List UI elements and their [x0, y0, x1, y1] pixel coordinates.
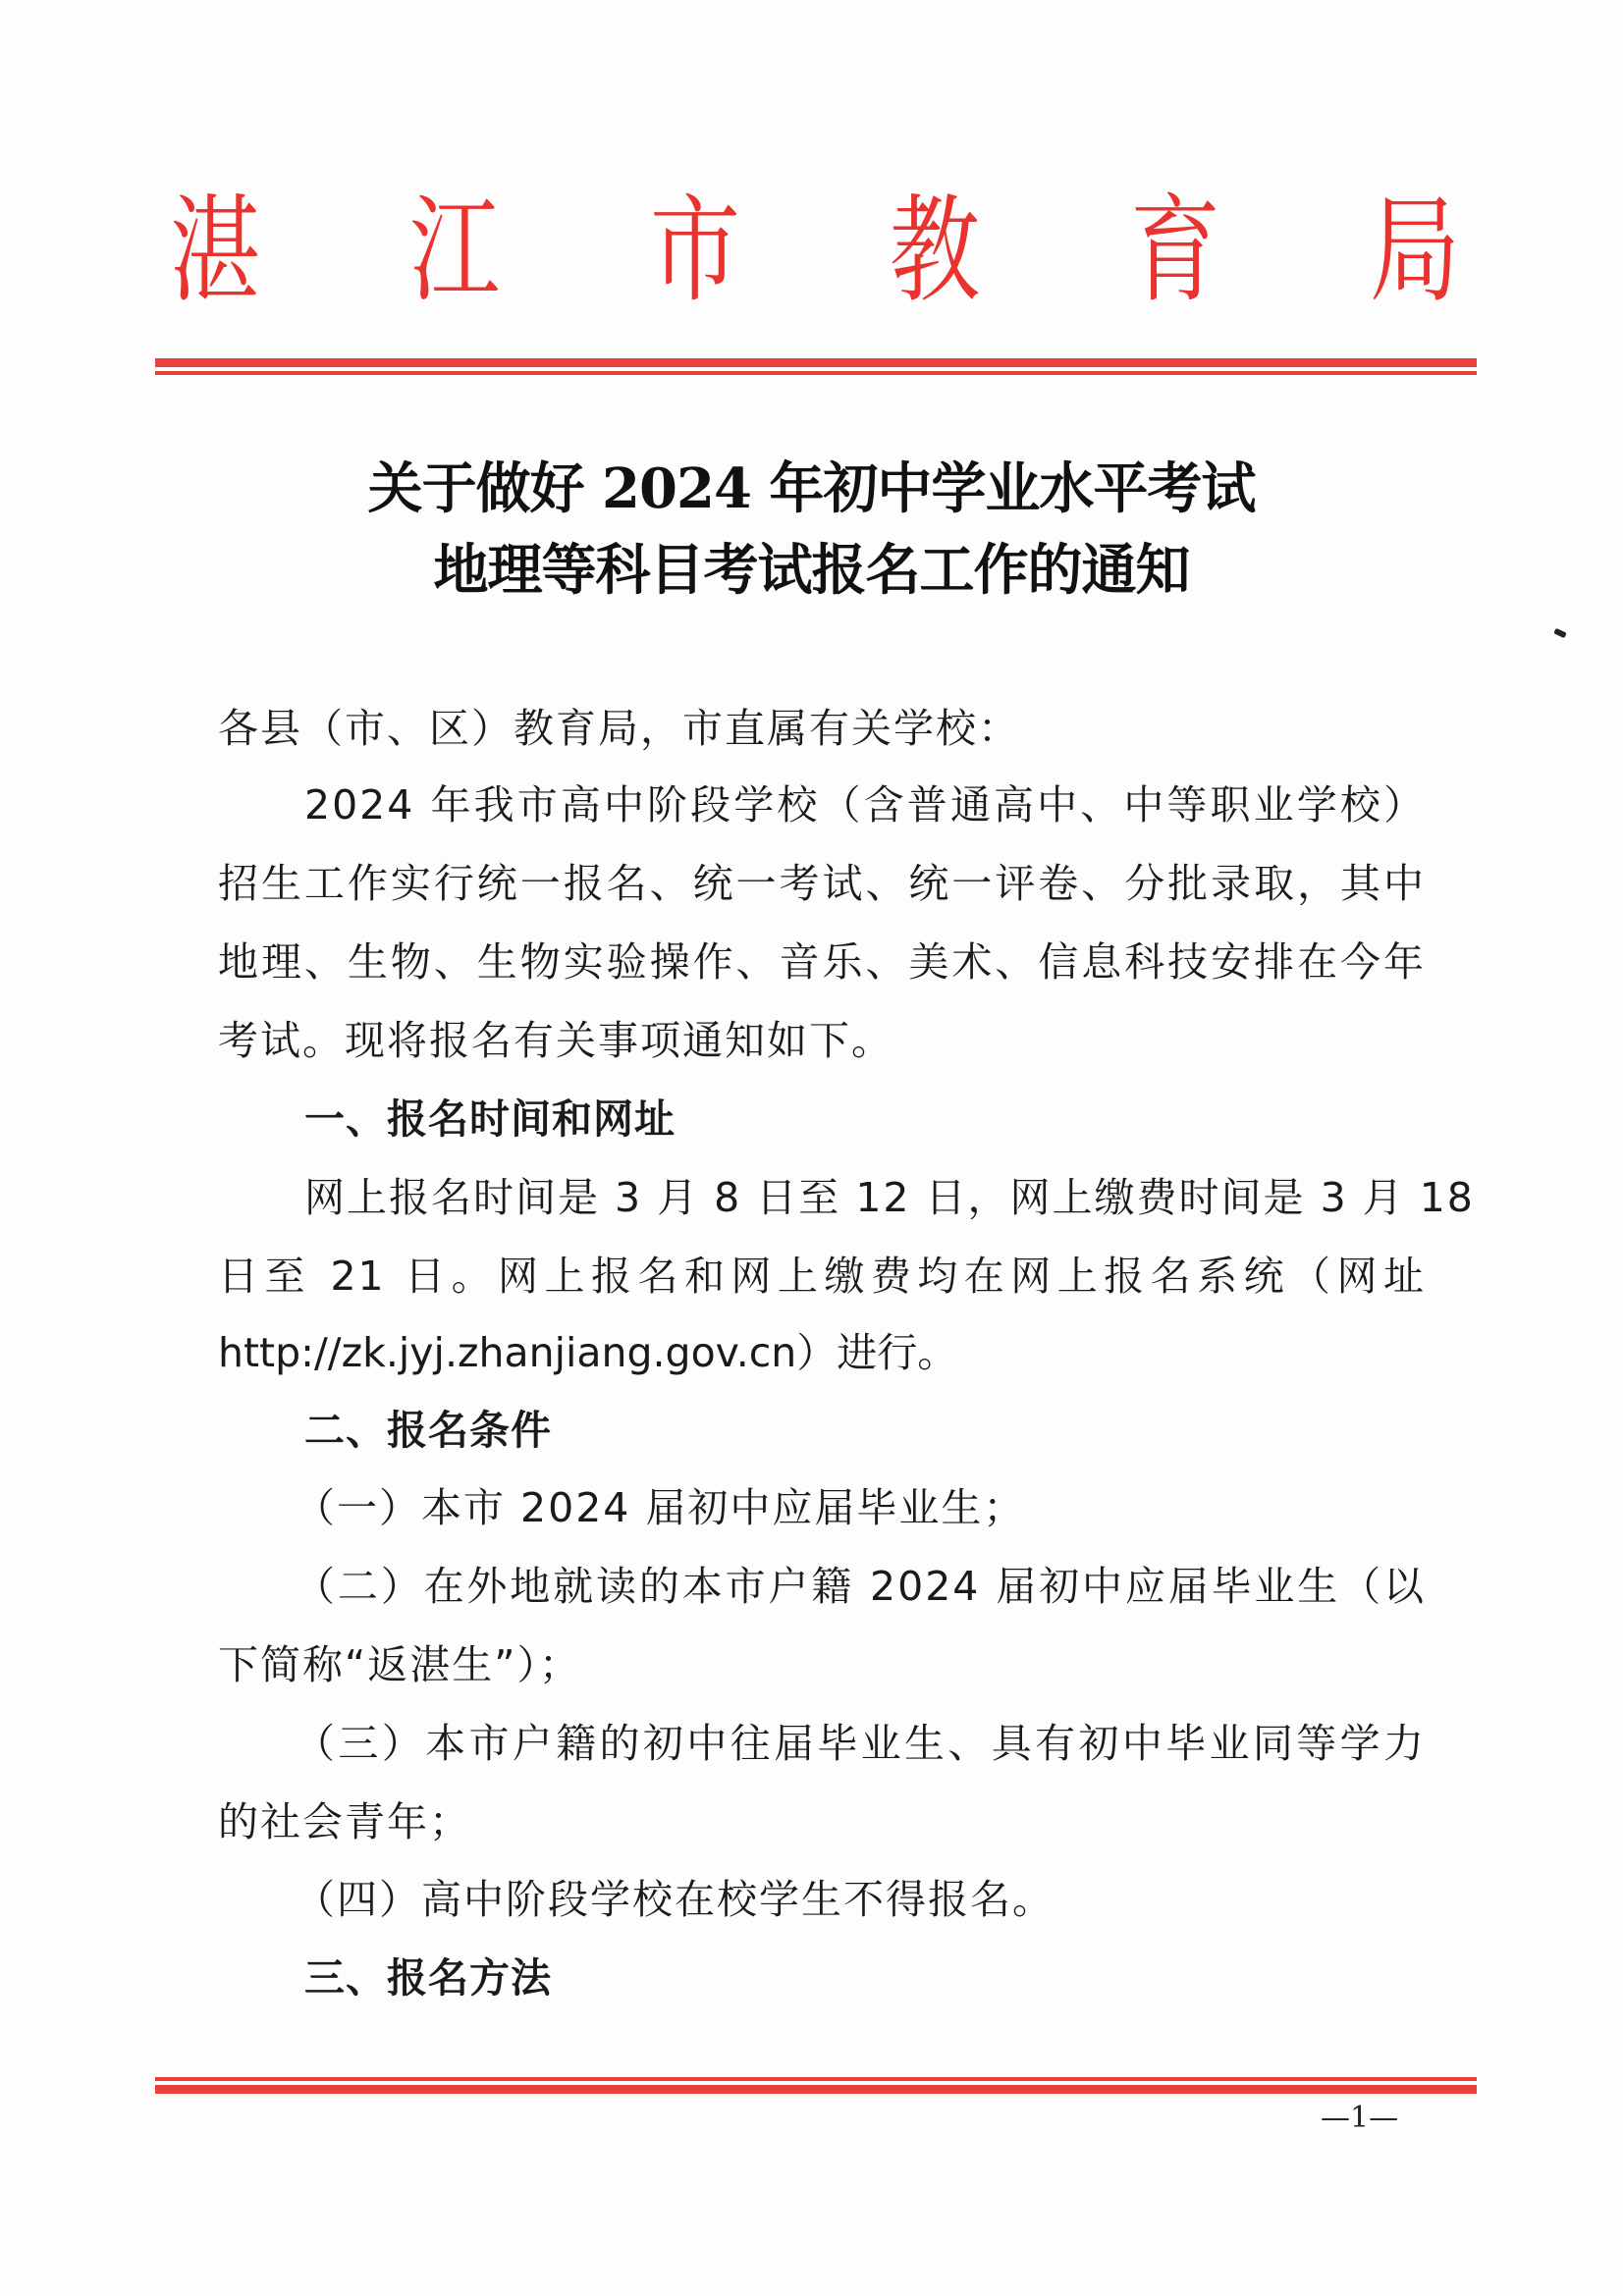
condition-item-3-line-2: 的社会青年； [218, 1798, 471, 1845]
section-1-heading: 一、报名时间和网址 [304, 1095, 676, 1143]
condition-item-2-line-2: 下简称“返湛生”）； [218, 1641, 581, 1688]
header-red-rule-thick [155, 358, 1477, 367]
document-title-line-1: 关于做好 2024 年初中学业水平考试 [367, 456, 1256, 521]
masthead-char: 湛 [169, 183, 261, 318]
intro-line-3: 地理、生物、生物实验操作、音乐、美术、信息科技安排在今年 [218, 938, 1426, 986]
document-title-line-2: 地理等科目考试报名工作的通知 [433, 538, 1190, 603]
header-red-rule-thin [155, 371, 1477, 375]
condition-item-1: （一）本市 2024 届初中应届毕业生； [295, 1484, 1026, 1531]
salutation: 各县（市、区）教育局，市直属有关学校： [218, 705, 1020, 752]
section-1-line-1: 网上报名时间是 3 月 8 日至 12 日，网上缴费时间是 3 月 18 [304, 1174, 1475, 1221]
footer-red-rule-thick [155, 2085, 1477, 2094]
page-number: —1— [1321, 2101, 1399, 2135]
intro-line-4: 考试。现将报名有关事项通知如下。 [218, 1017, 893, 1064]
masthead-char: 江 [409, 183, 501, 318]
intro-line-2: 招生工作实行统一报名、统一考试、统一评卷、分批录取，其中 [218, 860, 1426, 907]
masthead-char: 教 [890, 183, 981, 318]
section-1-line-3: http://zk.jyj.zhanjiang.gov.cn）进行。 [218, 1329, 958, 1376]
condition-item-3-line-1: （三）本市户籍的初中往届毕业生、具有初中毕业同等学力 [295, 1720, 1426, 1767]
masthead-char: 市 [649, 183, 740, 318]
condition-item-4: （四）高中阶段学校在校学生不得报名。 [295, 1876, 1055, 1923]
section-3-heading: 三、报名方法 [304, 1954, 552, 2002]
section-1-line-2: 日至 21 日。网上报名和网上缴费均在网上报名系统（网址 [218, 1253, 1426, 1300]
scan-artifact [1553, 628, 1566, 639]
masthead-char: 局 [1369, 183, 1460, 318]
footer-red-rule-thin [155, 2077, 1477, 2081]
section-2-heading: 二、报名条件 [304, 1407, 552, 1454]
intro-line-1: 2024 年我市高中阶段学校（含普通高中、中等职业学校） [304, 781, 1426, 828]
condition-item-2-line-1: （二）在外地就读的本市户籍 2024 届初中应届毕业生（以 [295, 1563, 1426, 1610]
masthead-char: 育 [1129, 183, 1220, 318]
masthead [157, 182, 1473, 319]
